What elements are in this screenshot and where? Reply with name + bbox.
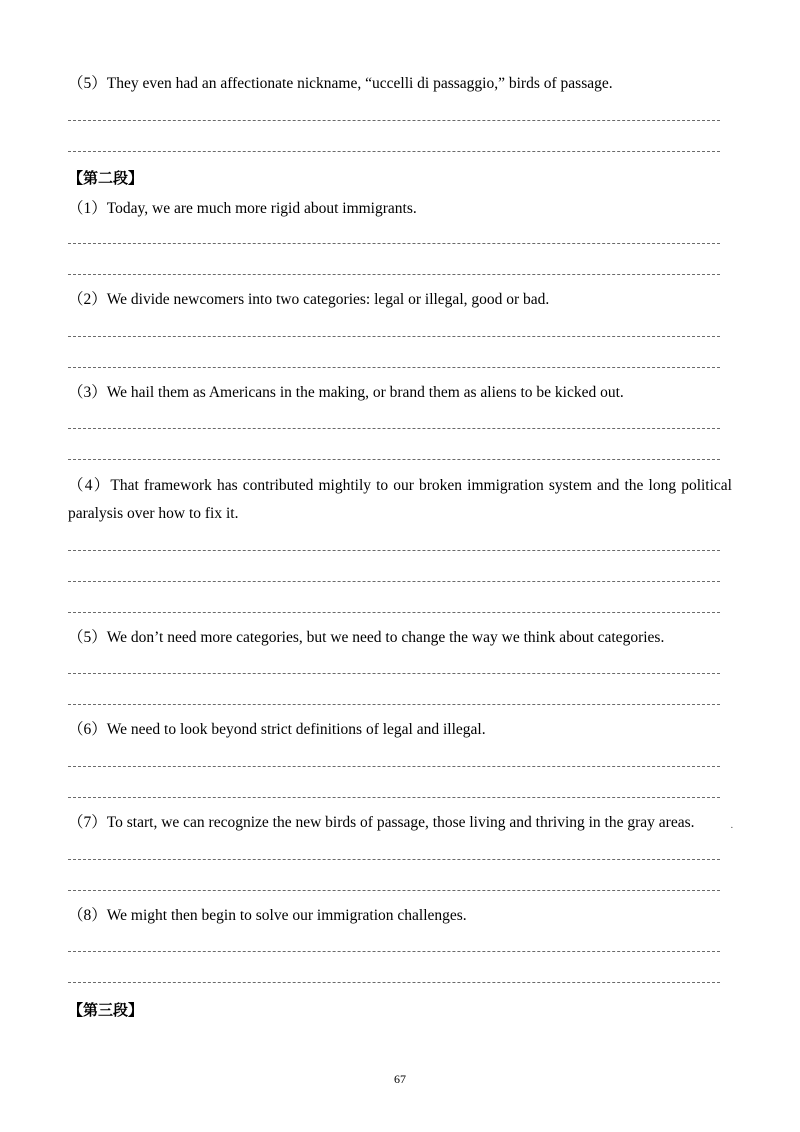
sentence-text: They even had an affectionate nickname, “uccelli di passaggio,” birds of passage.: [106, 75, 613, 92]
answer-line[interactable]: [68, 859, 720, 860]
answer-line[interactable]: [68, 274, 720, 275]
sentence-item: [68, 472, 732, 528]
answer-line[interactable]: [68, 367, 720, 368]
sentence-item: [68, 716, 732, 744]
answer-line[interactable]: [68, 550, 720, 551]
sentence-number: （5）: [68, 75, 107, 92]
answer-line[interactable]: [68, 243, 720, 244]
answer-line[interactable]: [68, 766, 720, 767]
sentence-item: [68, 902, 732, 930]
sentence-text: Today, we are much more rigid about immigrants.: [106, 200, 417, 217]
answer-line[interactable]: [68, 336, 720, 337]
sentence-number: （6）: [68, 721, 107, 738]
answer-line[interactable]: [68, 581, 720, 582]
sentence-number: （4）: [68, 477, 111, 494]
sentence-number: （3）: [68, 384, 107, 401]
sentence-text: We divide newcomers into two categories: legal or illegal, good or bad.: [106, 291, 550, 308]
page-number: 67: [394, 1072, 406, 1086]
sentence-text: We might then begin to solve our immigration challenges.: [106, 907, 467, 924]
answer-line[interactable]: [68, 612, 720, 613]
answer-line[interactable]: [68, 673, 720, 674]
sentence-text: We don’t need more categories, but we need to change the way we think about categories.: [106, 629, 665, 646]
answer-line[interactable]: [68, 982, 720, 983]
sentence-text: We need to look beyond strict definitions of legal and illegal.: [106, 721, 486, 738]
sentence-text: To start, we can recognize the new birds of passage, those living and thriving in the gray areas.: [106, 814, 695, 831]
sentence-number: （5）: [68, 629, 107, 646]
section-heading-second: 【第二段】: [68, 169, 144, 187]
sentence-item: [68, 286, 732, 314]
answer-line[interactable]: [68, 428, 720, 429]
sentence-item: [68, 195, 732, 223]
sentence-number: （1）: [68, 200, 107, 217]
sentence-number: （2）: [68, 291, 107, 308]
stray-mark: ·: [730, 822, 734, 834]
sentence-item: [68, 809, 732, 837]
answer-line[interactable]: [68, 151, 720, 152]
answer-line[interactable]: [68, 951, 720, 952]
answer-line[interactable]: [68, 797, 720, 798]
sentence-item: [68, 379, 732, 407]
answer-line[interactable]: [68, 704, 720, 705]
answer-line[interactable]: [68, 890, 720, 891]
sentence-text: That framework has contributed mightily to our broken immigration system and the long political paralysis over how to fix it.: [68, 477, 732, 522]
sentence-item: [68, 70, 732, 98]
sentence-number: （8）: [68, 907, 107, 924]
sentence-number: （7）: [68, 814, 107, 831]
sentence-item: [68, 624, 732, 652]
section-heading-third: 【第三段】: [68, 1001, 144, 1019]
answer-line[interactable]: [68, 459, 720, 460]
answer-line[interactable]: [68, 120, 720, 121]
sentence-text: We hail them as Americans in the making, or brand them as aliens to be kicked out.: [106, 384, 624, 401]
